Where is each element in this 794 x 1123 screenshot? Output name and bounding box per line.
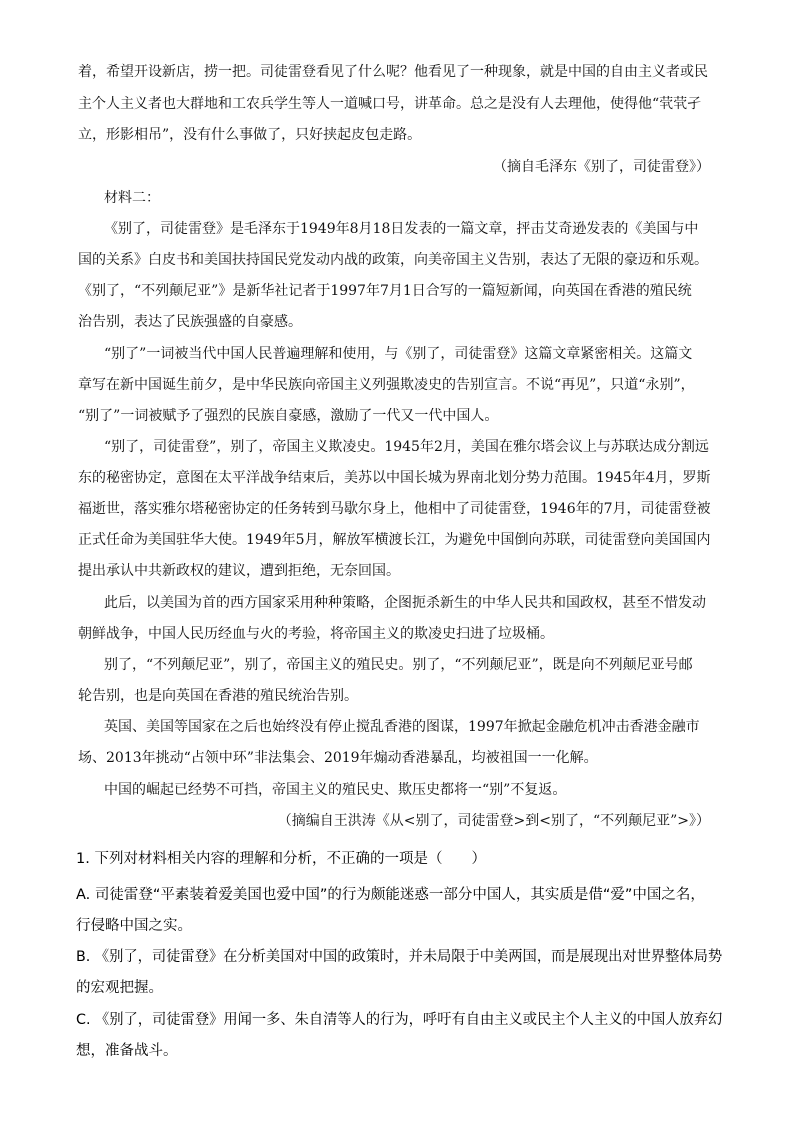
text-line: “别了”一词被赋予了强烈的民族自豪感，激励了一代又一代中国人。 (78, 408, 499, 424)
option-a-continued: 行侵略中国之实。 (76, 918, 192, 934)
text-line: “别了”一词被当代中国人民普遍理解和使用，与《别了，司徒雷登》这篇文章紧密相关。这篇文 (104, 346, 693, 362)
text-line: 着，希望开设新店，捞一把。司徒雷登看见了什么呢？他看见了一种现象，就是中国的自由主义者或民 (78, 64, 708, 80)
text-line: 英国、美国等国家在之后也始终没有停止搅乱香港的图谋，1997年掀起金融危机冲击香港金融市 (104, 719, 700, 735)
text-line: 章写在新中国诞生前夕，是中华民族向帝国主义列强欺凌史的告别宣言。不说“再见”，只道“永别”， (78, 377, 695, 393)
text-line: 此后，以美国为首的西方国家采用种种策略，企图扼杀新生的中华人民共和国政权，甚至不惜发动 (104, 595, 706, 611)
text-line: 提出承认中共新政权的建议，遭到拒绝，无奈回国。 (78, 563, 400, 579)
text-line: 正式任命为美国驻华大使。1949年5月，解放军横渡长江，为避免中国倒向苏联，司徒雷登向美国国内 (78, 532, 711, 548)
text-line: 立，形影相吊”，没有什么事做了，只好挟起皮包走路。 (78, 127, 422, 143)
text-line: 朝鲜战争，中国人民历经血与火的考验，将帝国主义的欺凌史扫进了垃圾桶。 (78, 626, 554, 642)
source-citation: （摘自毛泽东《别了，司徒雷登》） (493, 159, 710, 175)
text-line: 《别了，“不列颠尼亚”》是新华社记者于1997年7月1日合写的一篇短新闻，向英国在香港的殖民统 (78, 283, 692, 299)
text-line: 国的关系》白皮书和美国扶持国民党发动内战的政策，向美帝国主义告别，表达了无限的豪迈和乐观。 (78, 252, 708, 268)
option-c-continued: 想，准备战斗。 (76, 1043, 178, 1059)
section-heading: 材料二： (104, 190, 160, 206)
text-line: “别了，司徒雷登”，别了，帝国主义欺凌史。1945年2月，美国在雅尔塔会议上与苏联达成分割远 (104, 439, 709, 455)
text-line: 别了，“不列颠尼亚”，别了，帝国主义的殖民史。别了，“不列颠尼亚”，既是向不列颠尼亚号邮 (104, 657, 693, 673)
text-line: 福逝世，落实雅尔塔秘密协定的任务转到马歇尔身上，他相中了司徒雷登，1946年的7月，司徒雷登被 (78, 501, 711, 517)
option-b: B. 《别了，司徒雷登》在分析美国对中国的政策时，并未局限于中美两国，而是展现出对世界整体局势 (76, 949, 723, 965)
text-line: 场、2013年挑动“占领中环”非法集会、2019年煽动香港暴乱，均被祖国一一化解。 (78, 750, 598, 766)
option-c: C. 《别了，司徒雷登》用闻一多、朱自清等人的行为，呼吁有自由主义或民主个人主义的中国人放弃幻 (76, 1012, 723, 1028)
text-line: 轮告别，也是向英国在香港的殖民统治告别。 (78, 688, 358, 704)
option-a: A. 司徒雷登“平素装着爱美国也爱中国”的行为颇能迷惑一部分中国人，其实质是借“爱”中国之名， (76, 887, 705, 903)
option-b-continued: 的宏观把握。 (76, 980, 163, 996)
source-citation: （摘编自王洪涛《从<别了，司徒雷登>到<别了，“不列颠尼亚”>》） (277, 813, 710, 829)
text-line: 中国的崛起已经势不可挡，帝国主义的殖民史、欺压史都将一“别”不复返。 (104, 782, 567, 798)
text-line: 东的秘密协定，意图在太平洋战争结束后，美苏以中国长城为界南北划分势力范围。1945年4月，罗斯 (78, 470, 711, 486)
text-line: 主个人主义者也大群地和工农兵学生等人一道喊口号，讲革命。总之是没有人去理他，使得他“茕茕孑 (78, 96, 702, 112)
question-stem: 1. 下列对材料相关内容的理解和分析，不正确的一项是（ ） (76, 851, 486, 867)
text-line: 《别了，司徒雷登》是毛泽东于1949年8月18日发表的一篇文章，抨击艾奇逊发表的《美国与中 (104, 221, 699, 237)
text-line: 治告别，表达了民族强盛的自豪感。 (78, 314, 302, 330)
